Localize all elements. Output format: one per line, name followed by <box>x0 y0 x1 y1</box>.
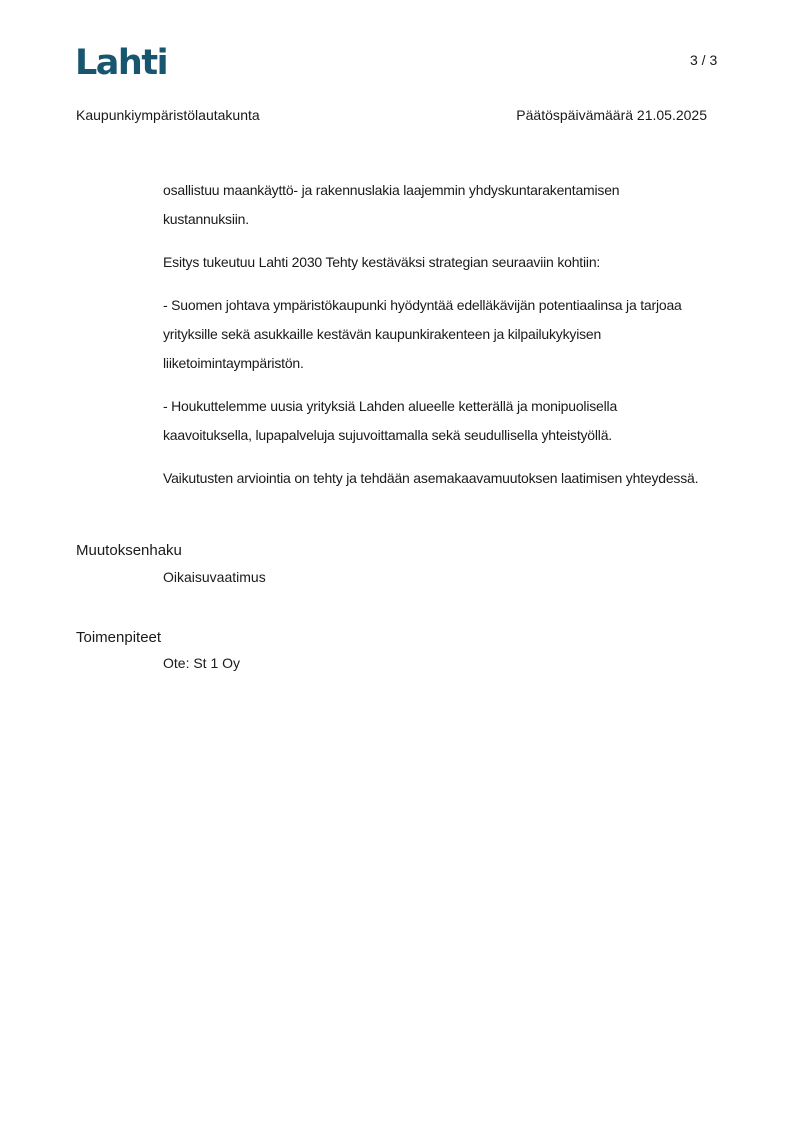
paragraph-strategy: Esitys tukeutuu Lahti 2030 Tehty kestäväksi strategian seuraaviin kohtiin: <box>163 254 601 270</box>
appeal-value: Oikaisuvaatimus <box>163 569 266 585</box>
paragraph-bullet-companies: - Houkuttelemme uusia yrityksiä Lahden alueelle ketterällä ja monipuolisella kaavoituksella, lupapalveluja sujuvoittamalla sekä seudullisella yhteistyöllä. <box>163 398 618 443</box>
decision-date: Päätöspäivämäärä 21.05.2025 <box>516 107 707 123</box>
paragraph-impact-assessment: Vaikutusten arviointia on tehty ja tehdään asemakaavamuutoksen laatimisen yhteydessä. <box>163 470 699 486</box>
actions-value: Ote: St 1 Oy <box>163 655 241 671</box>
paragraph-costs: osallistuu maankäyttö- ja rakennuslakia laajemmin yhdyskuntarakentamisen kustannuksiin. <box>163 182 620 227</box>
appeal-heading: Muutoksenhaku <box>76 542 182 559</box>
body-text <box>163 176 708 507</box>
actions-heading: Toimenpiteet <box>76 629 162 646</box>
page-number: 3 / 3 <box>690 52 718 68</box>
committee-name: Kaupunkiympäristölautakunta <box>76 107 260 123</box>
lahti-logo: Lahti <box>75 43 168 83</box>
paragraph-bullet-environment: - Suomen johtava ympäristökaupunki hyödyntää edelläkävijän potentiaalinsa ja tarjoaa yrityksille sekä asukkaille kestävän kaupunkirakenteen ja kilpailukykyisen liiketoimintaympäristön. <box>163 297 682 371</box>
